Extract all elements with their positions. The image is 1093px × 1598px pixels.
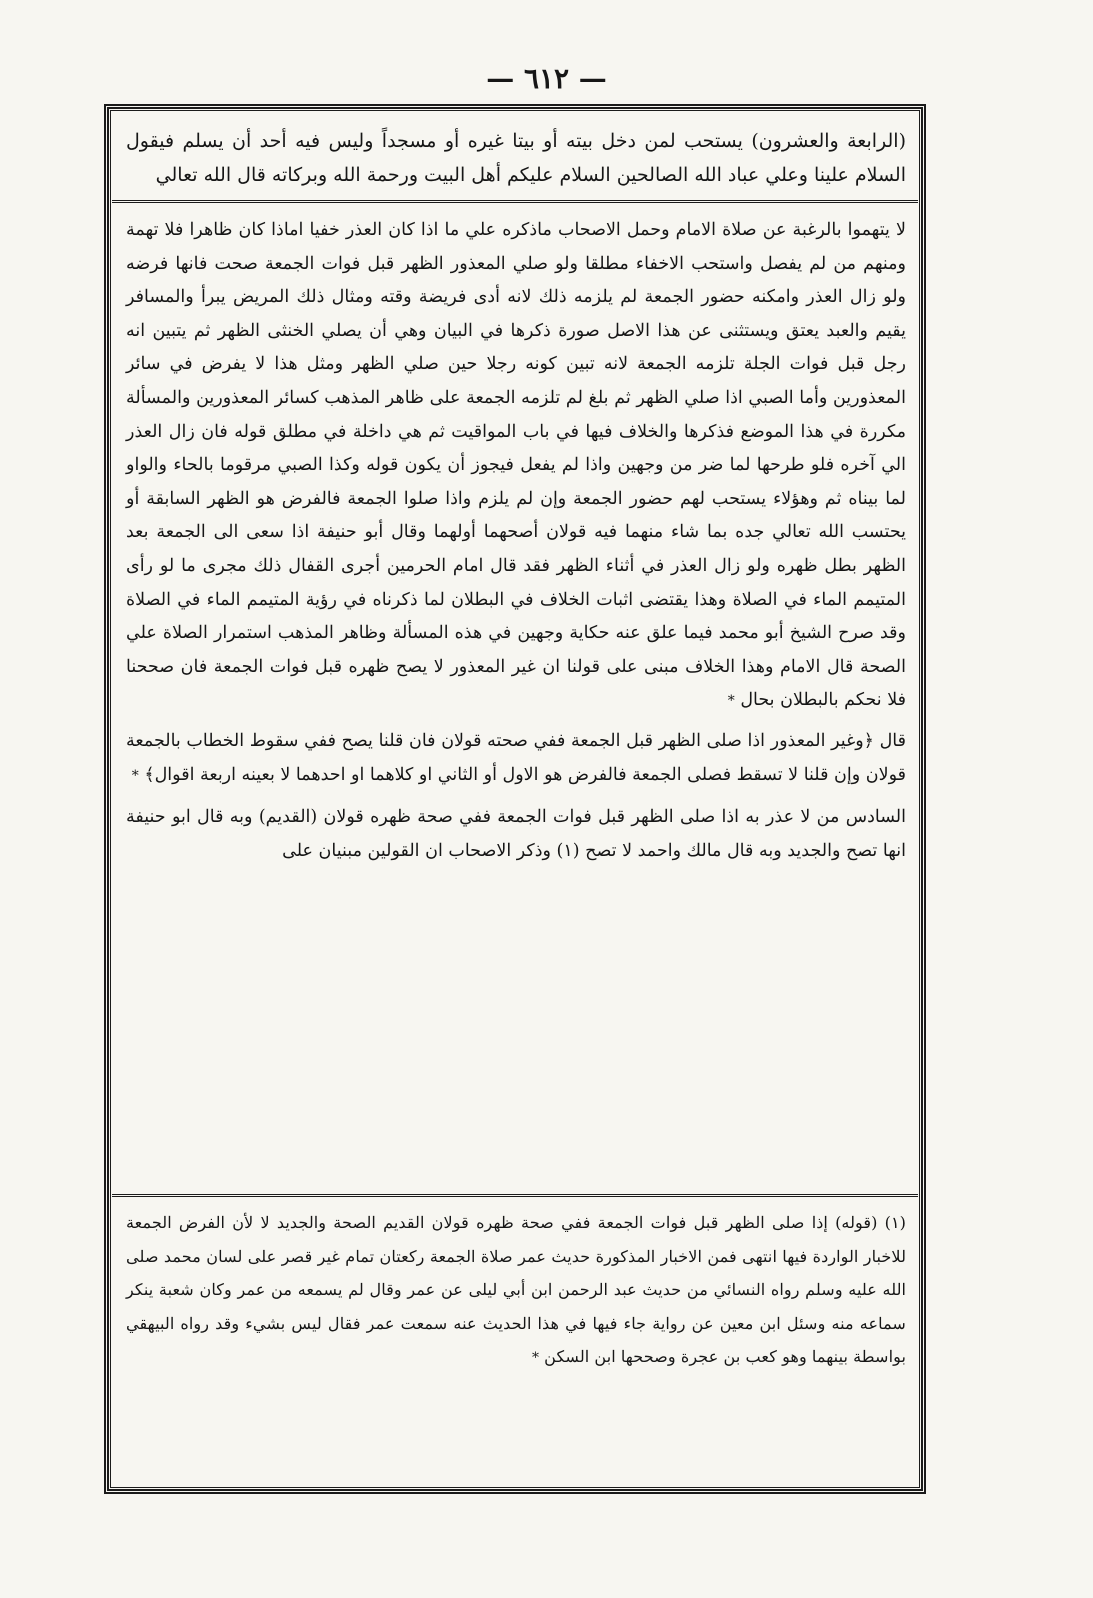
footnote-section bbox=[126, 1206, 906, 1376]
footnote-paragraph: (١) (قوله) إذا صلى الظهر قبل فوات الجمعة ففي صحة ظهره قولان القديم الصحة والجديد لا لأن الفرض الجمعة للاخبار الواردة فيها انتهى فمن الاخبار المذكورة حديث عمر صلاة الجمعة ركعتان تمام غير قصر على لسان محمد صلى الله عليه وسلم رواه النسائي من حديث عبد الرحمن ابن أبي ليلى عن عمر وقال لم يسمعه من عمر وكان شعبة ينكر سماعه منه وسئل ابن معين عن رواية جاء فيها في هذا الحديث عنه سمعت عمر فقال ليس بشيء وقد رواه البيهقي بواسطة بينهما وهو كعب بن عجرة وصححها ابن السكن * bbox=[126, 1213, 906, 1366]
main-text-section bbox=[126, 214, 906, 868]
end-mark: * bbox=[131, 767, 139, 784]
footnote-divider bbox=[112, 1194, 918, 1197]
header-paragraph: (الرابعة والعشرون) يستحب لمن دخل بيته أو بيتا غيره أو مسجداً وليس فيه أحد أن يسلم فيقول السلام علينا وعلي عباد الله الصالحين السلام عليكم أهل البيت ورحمة الله وبركاته قال الله تعالي bbox=[126, 130, 906, 186]
main-paragraph-3: السادس من لا عذر به اذا صلى الظهر قبل فوات الجمعة ففي صحة ظهره قولان (القديم) وبه قال ابو حنيفة انها تصح والجديد وبه قال مالك واحمد لا تصح (١) وذكر الاصحاب ان القولين مبنيان على bbox=[126, 807, 906, 861]
header-section bbox=[126, 124, 906, 192]
header-divider bbox=[112, 200, 918, 203]
end-mark: * bbox=[531, 1350, 539, 1366]
main-paragraph-2: قال ﴿وغير المعذور اذا صلى الظهر قبل الجمعة ففي صحته قولان فان قلنا يصح ففي سقوط الخطاب بالجمعة قولان وإن قلنا لا تسقط فصلى الجمعة فالفرض هو الاول أو الثاني او كلاهما او احدهما لا بعينه اربعة اقوال﴾ * bbox=[126, 730, 906, 785]
end-mark: * bbox=[727, 693, 735, 710]
main-paragraph-1: لا يتهموا بالرغبة عن صلاة الامام وحمل الاصحاب ماذكره علي ما اذا كان العذر خفيا اماذا كان ظاهرا فلا تهمة ومنهم من لم يفصل واستحب الاخفاء مطلقا ولو صلي المعذور الظهر قبل فوات الجمعة صحت فانها فرضه ولو زال العذر وامكنه حضور الجمعة لم يلزمه ذلك لانه أدى فريضة وقته ومثال ذلك المريض يبرأ والمسافر يقيم والعبد يعتق ويستثنى عن هذا الاصل صورة ذكرها في البيان وهي أن يصلي الخنثى الظهر ثم يتبين انه رجل قبل فوات الجلة تلزمه الجمعة لانه تبين كونه رجلا حين صلي الظهر ومثل هذا لا يفرض في سائر المعذورين وأما الصبي اذا صلي الظهر ثم بلغ لم تلزمه الجمعة على ظاهر المذهب كسائر المعذورين والمسألة مكررة في هذا الموضع فذكرها والخلاف فيها في باب المواقيت ثم هي داخلة في مطلق قوله فان زال العذر الي آخره فلو طرحها لما ضر من وجهين واذا لم يفعل فيجوز أن يكون قوله وكذا الصبي مرقوما بالحاء والواو لما بيناه ثم وهؤلاء يستحب لهم حضور الجمعة وإن لم يلزم واذا صلوا الجمعة فالفرض هو الظهر السابقة أو يحتسب الله تعالي جده بما شاء منهما فيه قولان أصحهما أولهما وقال أبو حنيفة اذا سعى الى الجمعة بعد الظهر بطل ظهره ولو زال العذر في أثناء الظهر فقد قال امام الحرمين أجرى القفال ذلك مجرى ما لو رأى المتيمم الماء في الصلاة وهذا يقتضى اثبات الخلاف في البطلان لما ذكرناه في رؤية المتيمم الماء في الصلاة وقد صرح الشيخ أبو محمد فيما علق عنه حكاية وجهين في هذه المسألة وظاهر المذهب استمرار الصلاة علي الصحة قال الامام وهذا الخلاف مبنى على قولنا ان غير المعذور لا يصح ظهره قبل فوات الجمعة فان صححنا فلا نحكم بالبطلان بحال * bbox=[126, 220, 906, 711]
page-number: — ٦١٢ — bbox=[486, 62, 607, 95]
